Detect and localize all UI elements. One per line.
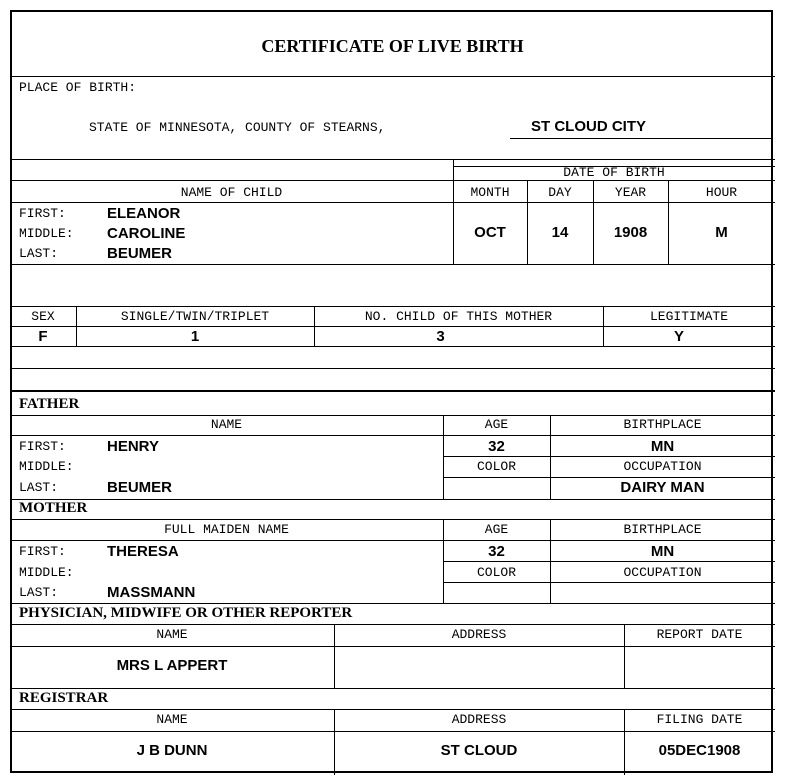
birth-city-value: ST CLOUD CITY xyxy=(531,118,646,135)
mother-color-header: COLOR xyxy=(476,565,516,580)
mother-section-title: MOTHER xyxy=(19,500,88,516)
section-divider xyxy=(10,390,775,392)
divider xyxy=(10,346,775,347)
registrar-date-header: FILING DATE xyxy=(656,712,743,727)
mother-first-name: THERESA xyxy=(107,543,179,560)
father-first-label: FIRST: xyxy=(19,439,66,454)
mother-first-label: FIRST: xyxy=(19,544,66,559)
reporter-date-header: REPORT DATE xyxy=(656,627,743,642)
divider xyxy=(443,456,775,457)
father-name-header: NAME xyxy=(210,417,243,432)
reporter-name-header: NAME xyxy=(156,627,188,642)
child-first-name: ELEANOR xyxy=(107,205,181,222)
registrar-name-value: J B DUNN xyxy=(136,742,208,759)
divider xyxy=(10,368,775,369)
divider xyxy=(10,624,775,625)
divider xyxy=(10,519,775,520)
registrar-address-value: ST CLOUD xyxy=(440,742,518,759)
registrar-name-header: NAME xyxy=(156,712,188,727)
divider xyxy=(10,76,775,77)
plurality-header: SINGLE/TWIN/TRIPLET xyxy=(120,309,270,324)
divider xyxy=(10,159,775,160)
child-number-header: NO. CHILD OF THIS MOTHER xyxy=(364,309,553,324)
divider xyxy=(443,561,775,562)
father-birthplace-header: BIRTHPLACE xyxy=(623,417,702,432)
divider xyxy=(443,477,775,478)
place-of-birth-label: PLACE OF BIRTH: xyxy=(19,80,137,95)
year-header: YEAR xyxy=(614,185,647,200)
divider xyxy=(10,499,775,500)
father-occupation-header: OCCUPATION xyxy=(623,459,702,474)
divider xyxy=(10,264,775,265)
divider xyxy=(10,326,775,327)
child-middle-label: MIDDLE: xyxy=(19,226,74,241)
father-occupation-value: DAIRY MAN xyxy=(620,479,705,496)
birth-hour-value: M xyxy=(715,224,728,241)
divider xyxy=(10,180,775,181)
hour-header: HOUR xyxy=(705,185,738,200)
father-age-value: 32 xyxy=(488,438,505,455)
reporter-address-header: ADDRESS xyxy=(451,627,507,642)
divider xyxy=(10,202,775,203)
father-middle-label: MIDDLE: xyxy=(19,459,74,474)
state-county-text: STATE OF MINNESOTA, COUNTY OF STEARNS, xyxy=(89,120,386,135)
registrar-address-header: ADDRESS xyxy=(451,712,507,727)
child-last-label: LAST: xyxy=(19,246,59,261)
plurality-value: 1 xyxy=(190,328,200,345)
month-header: MONTH xyxy=(470,185,510,200)
birth-month-value: OCT xyxy=(474,224,506,241)
day-header: DAY xyxy=(548,185,572,200)
father-section-title: FATHER xyxy=(19,396,80,412)
mother-last-name: MASSMANN xyxy=(107,584,196,601)
birth-year-value: 1908 xyxy=(613,224,648,241)
birth-day-value: 14 xyxy=(551,224,569,241)
registrar-section-title: REGISTRAR xyxy=(19,690,109,706)
mother-age-header: AGE xyxy=(484,522,509,537)
divider xyxy=(10,731,775,732)
father-first-name: HENRY xyxy=(107,438,159,455)
father-last-label: LAST: xyxy=(19,480,59,495)
sex-value: F xyxy=(38,328,48,345)
mother-middle-label: MIDDLE: xyxy=(19,565,74,580)
divider xyxy=(443,582,775,583)
registrar-date-value: 05DEC1908 xyxy=(658,742,741,759)
divider xyxy=(10,709,775,710)
child-number-value: 3 xyxy=(436,328,445,345)
child-middle-name: CAROLINE xyxy=(107,225,186,242)
father-last-name: BEUMER xyxy=(107,479,173,496)
divider xyxy=(10,688,775,689)
sex-header: SEX xyxy=(31,309,55,324)
reporter-section-title: PHYSICIAN, MIDWIFE OR OTHER REPORTER xyxy=(19,605,353,621)
mother-birthplace-value: MN xyxy=(650,543,675,560)
divider xyxy=(10,540,775,541)
certificate-title: CERTIFICATE OF LIVE BIRTH xyxy=(261,36,524,56)
date-of-birth-header: DATE OF BIRTH xyxy=(563,165,665,180)
child-last-name: BEUMER xyxy=(107,245,173,262)
father-age-header: AGE xyxy=(484,417,509,432)
divider xyxy=(10,415,775,416)
child-first-label: FIRST: xyxy=(19,206,66,221)
divider xyxy=(10,603,775,604)
city-underline xyxy=(510,138,772,139)
legitimate-header: LEGITIMATE xyxy=(649,309,728,324)
divider xyxy=(10,435,775,436)
mother-age-value: 32 xyxy=(488,543,505,560)
mother-last-label: LAST: xyxy=(19,585,59,600)
divider xyxy=(10,646,775,647)
father-color-header: COLOR xyxy=(476,459,516,474)
mother-name-header: FULL MAIDEN NAME xyxy=(164,522,289,537)
mother-occupation-header: OCCUPATION xyxy=(623,565,702,580)
father-birthplace-value: MN xyxy=(650,438,675,455)
reporter-name-value: MRS L APPERT xyxy=(116,657,228,674)
divider xyxy=(10,306,775,307)
name-of-child-header: NAME OF CHILD xyxy=(180,185,283,200)
mother-birthplace-header: BIRTHPLACE xyxy=(623,522,702,537)
legitimate-value: Y xyxy=(673,328,684,345)
